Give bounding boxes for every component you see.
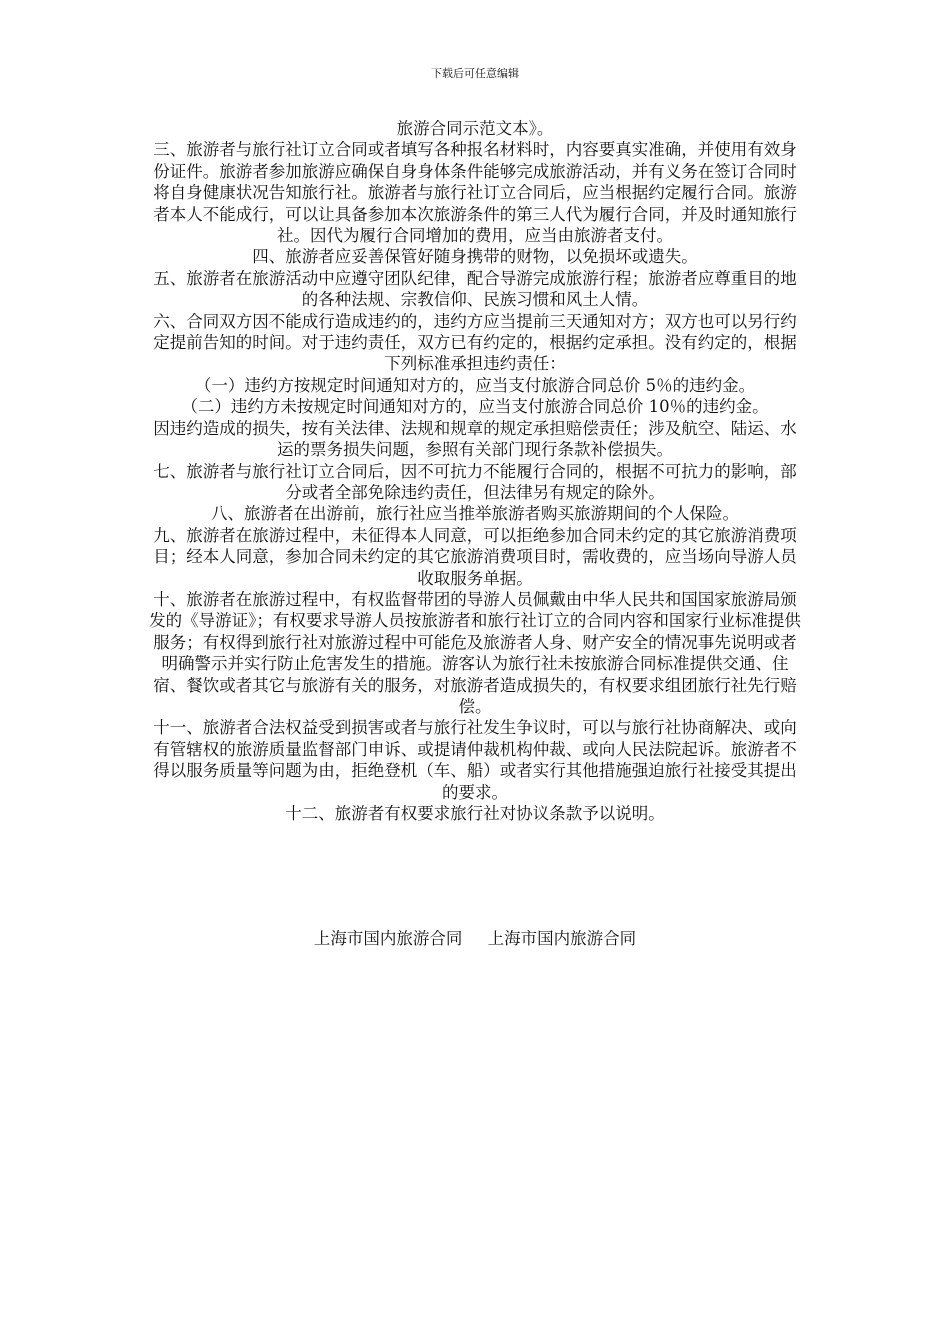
paragraph-clause-12: 十二、旅游者有权要求旅行社对协议条款予以说明。 (285, 804, 665, 823)
paragraph-clause-5: 五、旅游者在旅游活动中应遵守团队纪律，配合导游完成旅游行程；旅游者应尊重目的地的各种法规、宗教信仰、民族习惯和风土人情。 (153, 268, 797, 310)
paragraph-clause-4: 四、旅游者应妥善保管好随身携带的财物，以免损坏或遗失。 (252, 247, 698, 267)
page-header: 下载后可任意编辑 (431, 67, 519, 80)
paragraph-clause-6: 六、合同双方因不能成行造成违约的，违约方应当提前三天通知对方；双方也可以另行约定提前告知的时间。对于违约责任，双方已有约定的，根据约定承担。没有约定的，根据下列标准承担违约责任： (153, 311, 797, 374)
paragraph-clause-8: 八、旅游者在出游前，旅行社应当推举旅游者购买旅游期间的个人保险。 (211, 504, 739, 524)
paragraph-clause-7: 七、旅游者与旅行社订立合同后，因不可抗力不能履行合同的，根据不可抗力的影响，部分或者全部免除违约责任，但法律另有规定的除外。 (153, 461, 797, 502)
footer-title-1: 上海市国内旅游合同 (313, 929, 463, 948)
paragraph-title-tail: 旅游合同示范文本》。 (396, 119, 554, 138)
paragraph-clause-3: 三、旅游者与旅行社订立合同或者填写各种报名材料时，内容要真实准确，并使用有效身份证件。旅游者参加旅游应确保自身身体条件能够完成旅游活动，并有义务在签订合同时将自身健康状况告知旅行社。旅游者与旅行社订立合同后，应当根据约定履行合同。旅游者本人不能成行，可以让具备参加本次旅游条件的第三人代为履行合同，并及时通知旅行社。因代为履行合同增加的费用，应当由旅游者支付。 (153, 140, 797, 246)
paragraph-clause-10: 十、旅游者在旅游过程中，有权监督带团的导游人员佩戴由中华人民共和国国家旅游局颁发的《导游证》；有权要求导游人员按旅游者和旅行社订立的合同内容和国家行业标准提供服务；有权得到旅行社对旅游过程中可能危及旅游者人身、财产安全的情况事先说明或者明确警示并实行防止危害发生的措施。游客认为旅行社未按旅游合同标准提供交通、住宿、餐饮或者其它与旅游有关的服务，对旅游者造成损失的，有权要求组团旅行社先行赔偿。 (149, 589, 801, 716)
page-footer (0, 928, 950, 950)
paragraph-clause-6-item-1: （一）违约方按规定时间通知对方的，应当支付旅游合同总价 5％的违约金。 (194, 375, 756, 395)
paragraph-clause-11: 十一、旅游者合法权益受到损害或者与旅行社发生争议时，可以与旅行社协商解决、或向有管辖权的旅游质量监督部门申诉、或提请仲裁机构仲裁、或向人民法院起诉。旅游者不得以服务质量等问题为由，拒绝登机（车、船）或者实行其他措施强迫旅行社接受其提出的要求。 (153, 718, 797, 802)
document-body (148, 118, 802, 824)
paragraph-clause-9: 九、旅游者在旅游过程中，未征得本人同意，可以拒绝参加合同未约定的其它旅游消费项目；经本人同意，参加合同未约定的其它旅游消费项目时，需收费的，应当场向导游人员收取服务单据。 (153, 525, 797, 588)
paragraph-clause-6-item-2: （二）违约方未按规定时间通知对方的，应当支付旅游合同总价 10％的违约金。 (181, 397, 769, 417)
footer-title-2: 上海市国内旅游合同 (487, 929, 637, 948)
paragraph-clause-6-damages: 因违约造成的损失，按有关法律、法规和规章的规定承担赔偿责任；涉及航空、陆运、水运的票务损失问题，参照有关部门现行条款补偿损失。 (153, 418, 797, 460)
